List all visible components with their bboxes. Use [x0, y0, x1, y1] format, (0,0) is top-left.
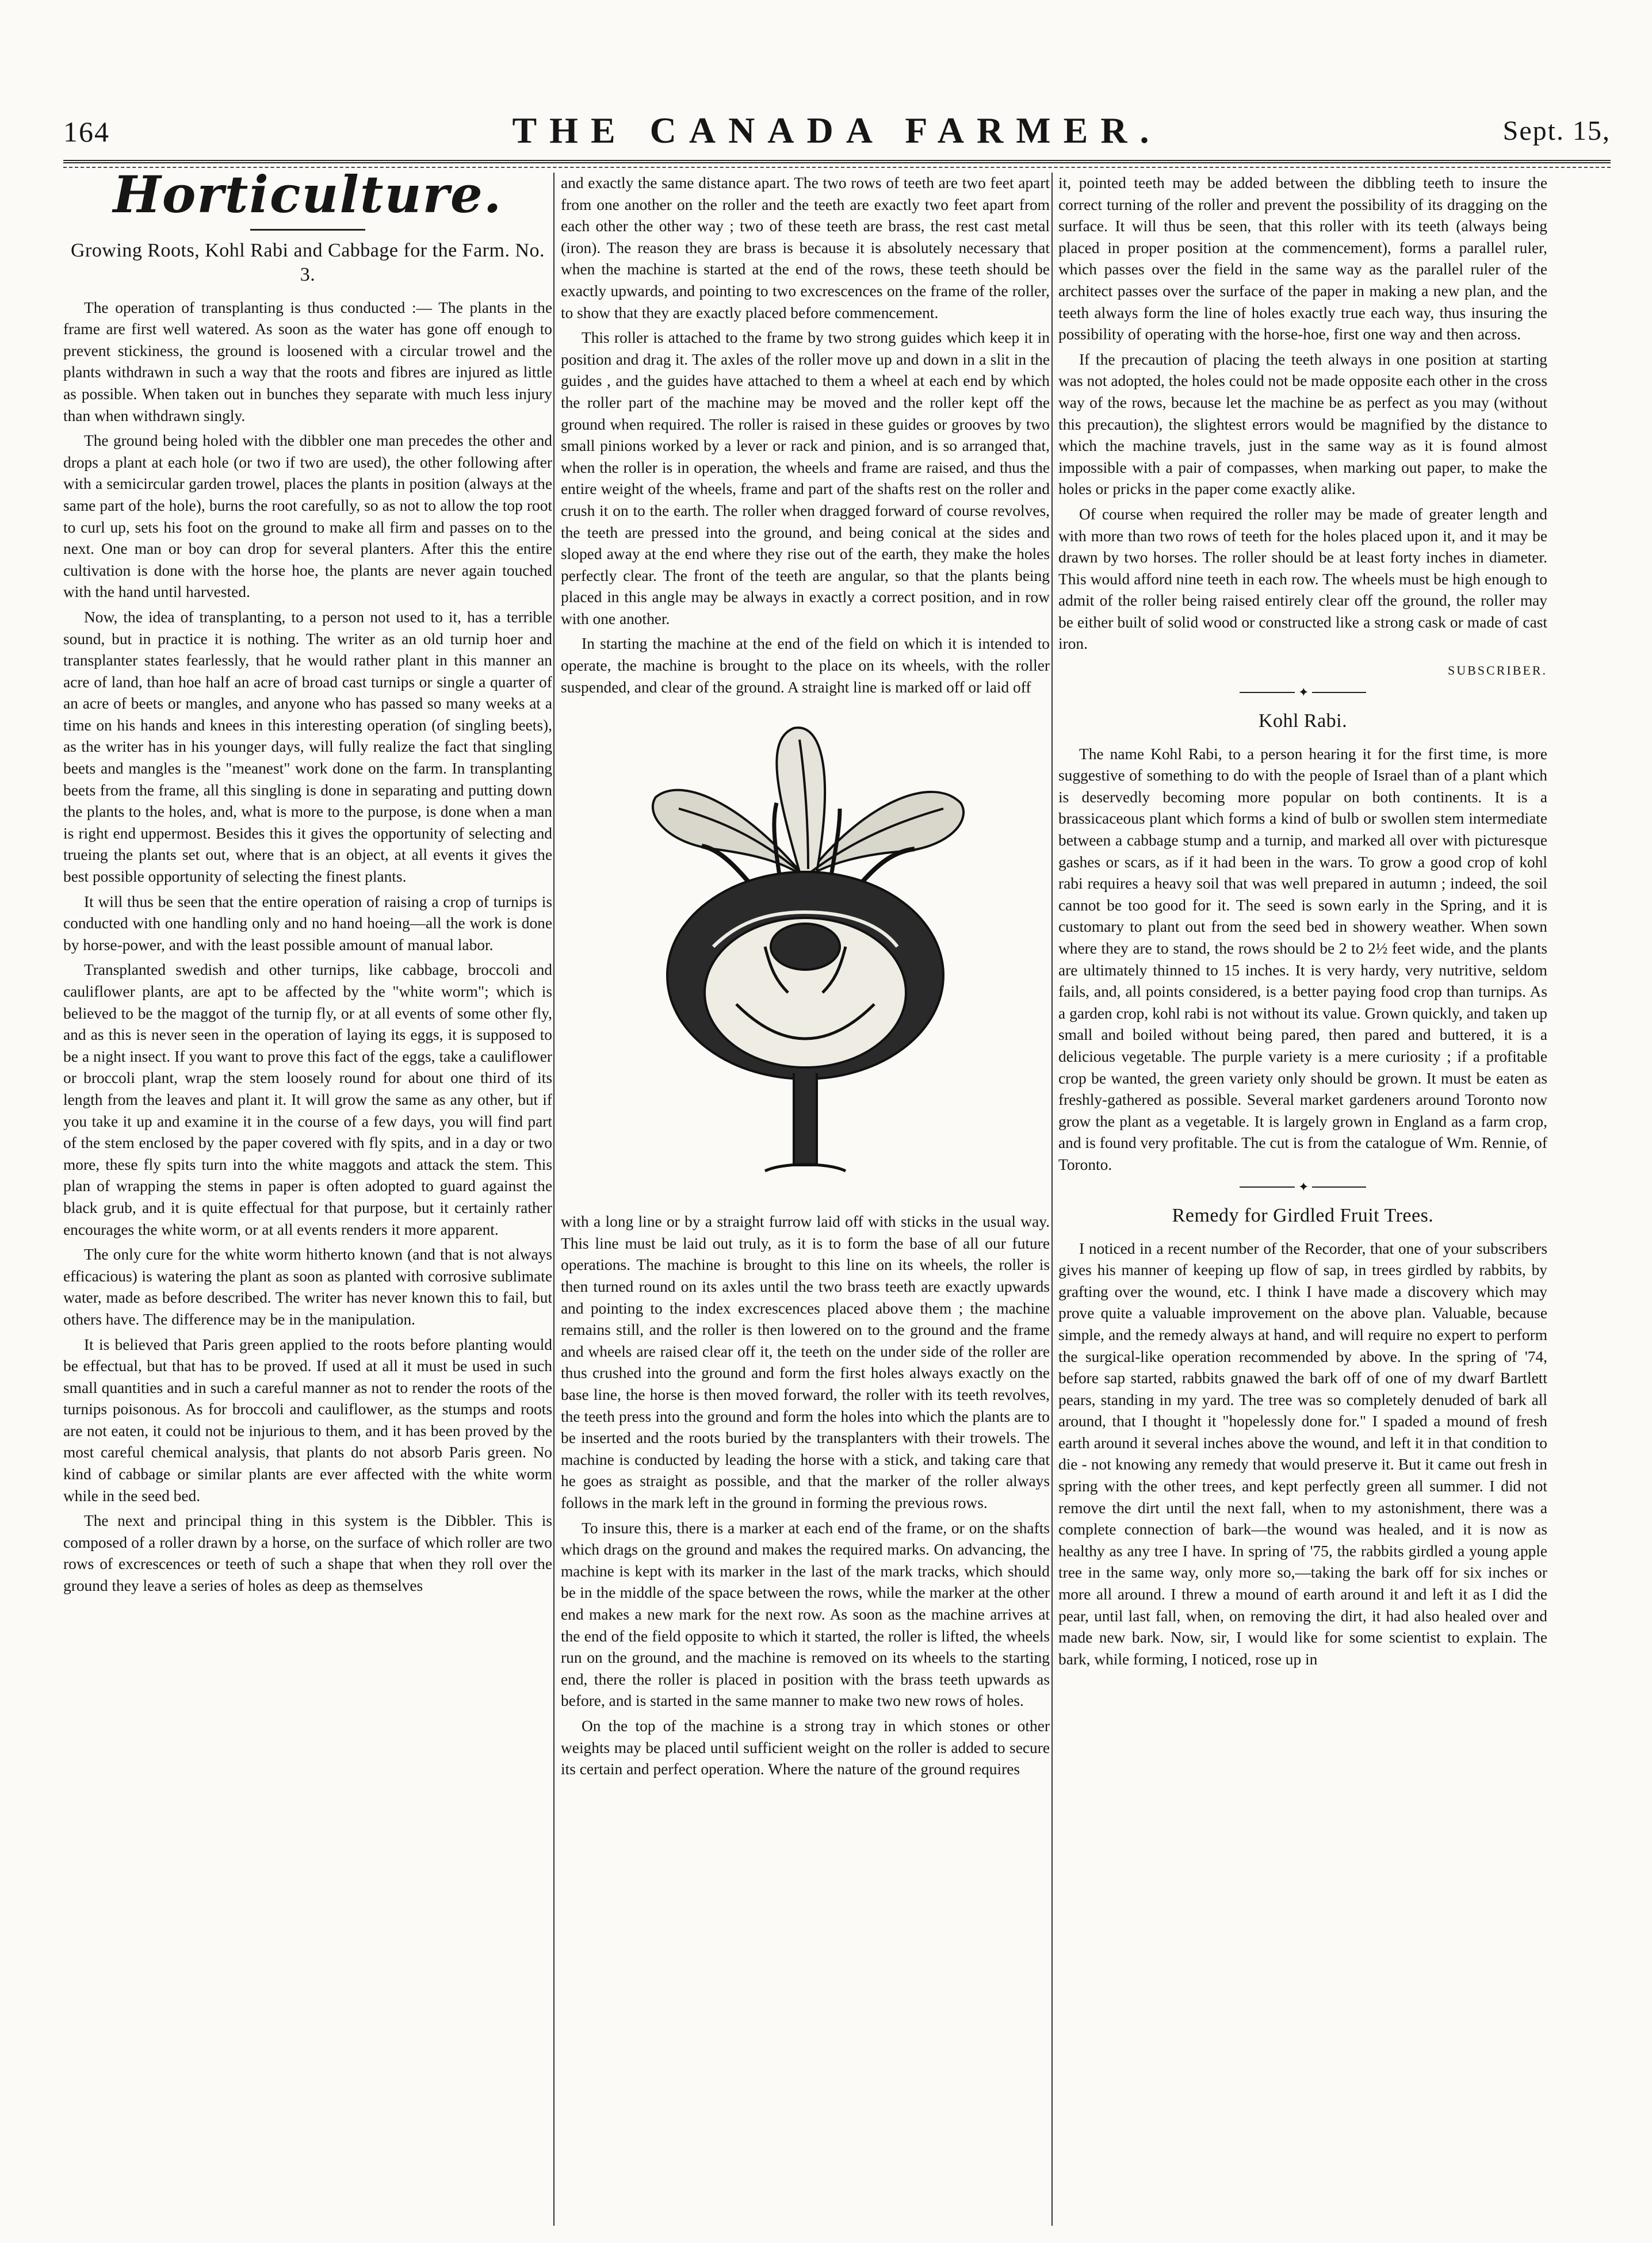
issue-date: Sept. 15, — [1502, 116, 1611, 146]
paragraph: In starting the machine at the end of the field on which it is intended to operate, the machine is brought to the place on its wheels, with the roller suspended, and clear of the ground. A straight line is marked off or laid off — [561, 635, 1050, 696]
paragraph: The operation of transplanting is thus conducted :— The plants in the frame are first well watered. As soon as the water has gone off enough to prevent stickiness, the ground is loosened with a circular trowel and the plants withdrawn in such a way that the roots and fibres are injured as little as possible. When taken out in bunches they separate with much less injury than when withdrawn singly. — [63, 298, 552, 424]
paragraph: To insure this, there is a marker at each end of the frame, or on the shafts which drags on the ground and makes the required marks. On advancing, the machine is kept with its marker in the last of the mark tracks, which should be in the middle of the space between the rows, while the marker at the other end makes a new mark for the next row. As soon as the machine arrives at the end of the field opposite to which it started, the roller is lifted, the wheels run on the ground, and the machine is removed on its wheels to the starting end, there the roller is placed in position with the brass teeth upwards as before, and is started in the same manner to make two new rows of holes. — [561, 1519, 1050, 1710]
paragraph: The next and principal thing in this system is the Dibbler. This is composed of a roller drawn by a horse, on the surface of which roller are two rows of excrescences or teeth of such a shape that when they roll over the ground they leave a series of holes as deep as themselves — [63, 1512, 552, 1595]
paragraph: The ground being holed with the dibbler one man precedes the other and drops a plant at each hole (or two if two are used), the other following after with a semicircular garden trowel, places the plants in position (always at the same part of the hole), burns the root carefully, so as not to allow the top root to curl up, sets his foot on the ground to make all firm and passes on to the next. One man or boy can drop for several planters. After this the entire cultivation is done with the horse hoe, the plants are never again touched with the hand until harvested. — [63, 432, 552, 601]
heading-rule — [250, 229, 365, 231]
paragraph: I noticed in a recent number of the Recorder, that one of your subscribers gives his manner of keeping up flow of sap, in trees girdled by rabbits, by grafting over the wound, etc. I think I have made a discovery which may prove quite a valuable improvement on the above plan. Valuable, because simple, and the remedy always at hand, and will require no expert to perform the surgical-like operation recommended by above. In the spring of '74, before sap started, rabbits gnawed the bark off of one of my dwarf Bartlett pears, standing in my yard. The tree was so completely denuded of bark all around, that I thought it "hopelessly done for." I spaded a mound of fresh earth around it several inches above the wound, and left it in that condition to die - not knowing any remedy that would preserve it. But it came out fresh in spring with the other trees, and kept perfectly green all summer. I did not remove the dirt until the next fall, when to my astonishment, there was a complete connection of bark—the wound was healed, and it is now as healthy as any tree I have. In spring of '75, the rabbits girdled a young apple tree in the same way, only more so,—taking the bark off for six inches or more all around. I threw a mound of earth around it and left it as I did the pear, until last fall, when, on removing the dirt, it had also healed over and made new bark. Now, sir, I would like for some scientist to explain. The bark, while forming, I noticed, rose up in — [1058, 1239, 1547, 1668]
article-title-growing-roots: Growing Roots, Kohl Rabi and Cabbage for the Farm. No. 3. — [71, 239, 545, 285]
section-heading: Horticulture. — [113, 173, 503, 224]
column-3 — [1058, 173, 1547, 2226]
paragraph: it, pointed teeth may be added between the dibbling teeth to insure the correct turning of the roller and prevent the possibility of its dragging on the surface. It will thus be seen, that this roller with its teeth (always being placed in proper position at the commencement), forms a parallel ruler, which passes over the field in the same way as the parallel ruler of the architect passes over the surface of the paper in making a new plan, and the teeth always form the line of holes exactly true each way, thus insuring the possibility of operating with the horse-hoe, first one way and then across. — [1058, 174, 1547, 343]
article-title-remedy: Remedy for Girdled Fruit Trees. — [1172, 1204, 1434, 1226]
paragraph: It is believed that Paris green applied to the roots before planting would be effectual, but that has to be proved. If used at all it must be used in such small quantities and in such a careful manner as not to render the roots of the turnips poisonous. As for broccoli and cauliflower, as the stumps and roots are not eaten, it could not be injurious to them, and it has been proved by the most careful chemical analysis, that plants do not absorb Paris green. No kind of cabbage or similar plants are ever affected with the white worm while in the seed bed. — [63, 1335, 552, 1505]
page-number: 164 — [63, 116, 110, 148]
masthead-rule — [63, 160, 1611, 163]
paragraph: On the top of the machine is a strong tray in which stones or other weights may be placed until sufficient weight on the roller is added to secure its certain and perfect operation. Where the nature of the ground requires — [561, 1717, 1050, 1778]
paragraph: with a long line or by a straight furrow laid off with sticks in the usual way. This line must be laid out truly, as it is to form the base of all our future operations. The machine is brought to this line on its wheels, the roller is then turned round on its axles until the two brass teeth are exactly upwards and pointing to the index excrescences placed above them ; the machine remains still, and the roller is then lowered on to the ground and the frame and wheels are raised clear off it, the teeth on the under side of the roller are thus crushed into the ground and form the first holes always exactly on the base line, the horse is then moved forward, the roller with its teeth revolves, the teeth press into the ground and form the holes into which the plants are to be inserted and the roots buried by the transplanters with their trowels. The machine is conducted by leading the horse with a stick, and taking care that he goes as straight as possible, and that the marker of the roller always follows in the mark left in the ground in forming the previous rows. — [561, 1213, 1050, 1511]
column-2 — [561, 173, 1050, 2226]
paragraph: Of course when required the roller may be made of greater length and with more than two rows of teeth for the holes placed upon it, and it may be drawn by two horses. The roller should be at least forty inches in diameter. This would afford nine teeth in each row. The wheels must be high enough to admit of the roller being raised entirely clear off the ground, the roller may be either built of solid wood or constructed like a strong cask or made of cast iron. — [1058, 505, 1547, 653]
paragraph: The name Kohl Rabi, to a person hearing it for the first time, is more suggestive of something to do with the people of Israel than of a plant which is deservedly becoming more popular on both continents. It is a brassicaceous plant which forms a kind of bulb or swollen stem intermediate between a cabbage stump and a turnip, and marked all over with picturesque gashes or scars, as if it had been in the wars. To grow a good crop of kohl rabi requires a heavy soil that was well prepared in autumn ; indeed, the soil cannot be too good for it. The seed is sown early in the Spring, and it is customary to plant out from the seed bed in showery weather. When sown where they are to stand, the rows should be 2 to 2½ feet wide, and the plants are ultimately thinned to 15 inches. It is very hardy, very nutritive, seldom fails, and, all points considered, is a better paying food crop than turnips. As a garden crop, kohl rabi is not without its value. Grown quickly, and taken up small and boiled without being pared, then pared and buttered, it is a delicious vegetable. The purple variety is a mere curiosity ; if a profitable crop be wanted, the green variety only should be grown. It must be eaten as freshly-gathered as possible. Several market gardeners around Toronto now grow the plant as a vegetable. It is largely grown in England as a farm crop, and is found very profitable. The cut is from the catalogue of Wm. Rennie, of Toronto. — [1058, 745, 1547, 1173]
paragraph: This roller is attached to the frame by two strong guides which keep it in position and drag it. The axles of the roller move up and down in a slit in the guides , and the guides have attached to them a wheel at each end by which the roller part of the machine may be moved and the roller kept off the ground when required. The roller is raised in these guides or grooves by two small pinions worked by a lever or rack and pinion, and is so arranged that, when the roller is in operation, the wheels and frame are raised, and thus the entire weight of the wheels, frame and part of the shafts rest on the roller and crush it on to the earth. The roller when dragged forward of course revolves, the teeth are pressed into the ground, and being conical at the sides and sloped away at the end where they rise out of the earth, they make the holes perfectly clear. The front of the teeth are angular, so that the plants being placed in this angle may be always in exactly a correct position, and in row with one another. — [561, 329, 1050, 627]
paragraph: It will thus be seen that the entire operation of raising a crop of turnips is conducted with one handling only and no hand hoeing—all the work is done by horse-power, and with the least possible amount of manual labor. — [63, 893, 552, 954]
column-1 — [63, 173, 552, 2226]
section-ornament-rule — [1240, 1186, 1366, 1193]
article-title-kohl-rabi: Kohl Rabi. — [1258, 710, 1348, 732]
masthead-dashed-rule — [63, 167, 1611, 168]
column-divider — [553, 173, 555, 2226]
paragraph: The only cure for the white worm hitherto known (and that is not always efficacious) is watering the plant as soon as planted with corrosive sublimate water, made as before described. The writer has never known this to fail, but others have. The difference may be in the manipulation. — [63, 1246, 552, 1328]
kohl-rabi-illustration — [633, 705, 978, 1200]
newspaper-title: THE CANADA FARMER. — [512, 110, 1162, 151]
paragraph: Now, the idea of transplanting, to a person not used to it, has a terrible sound, but in practice it is nothing. The writer as an old turnip hoer and transplanter states fearlessly, that he would rather plant in this manner an acre of land, than hoe half an acre of broad cast turnips or single a quarter of an acre of beets or mangles, and anyone who has passed so many weeks at a time on his hands and knees in this interesting operation (of singling beets), as the writer has in his younger days, will fully realize the fact that singling beets and mangles is the "meanest" work done on the farm. In transplanting beets from the frame, all this singling is done in separating and putting down the plants to the holes, and, what is more to the purpose, is done when a man is right end uppermost. Besides this it gives the opportunity of selecting and trueing the plants set out, where that is an object, at all events it gives the best possible opportunity of selecting the finest plants. — [63, 608, 552, 886]
paragraph: Transplanted swedish and other turnips, like cabbage, broccoli and cauliflower plants, are apt to be affected by the "white worm"; which is believed to be the maggot of the turnip fly, or at all events of some other fly, and as this is never seen in the operation of laying its eggs, it is supposed to be a night insect. If you want to prove this fact of the eggs, take a cauliflower or broccoli plant, wrap the stem loosely round for about one third of its length from the leaves and plant it. It will grow the same as any other, but if you take it up and examine it in the course of a few days, you will find part of the stem enclosed by the paper covered with fly spits, and in a day or two more, these fly spits turn into the white maggots and attack the stem. This plan of wrapping the stems in paper is often adopted to guard against the black grub, and it is quite effectual for that purpose, but it certainly rather encourages the white worm, or at all events renders it more apparent. — [63, 961, 552, 1238]
paragraph: and exactly the same distance apart. The two rows of teeth are two feet apart from one another on the roller and the teeth are exactly two feet apart from each other the other way ; two of these teeth are brass, the rest cast metal (iron). The reason they are brass is because it is absolutely necessary that when the machine is started at the end of the rows, these teeth should be exactly upwards, and pointing to two excrescences on the frame of the roller, to show that they are exactly placed before commencement. — [561, 174, 1050, 321]
column-divider — [1051, 173, 1053, 2226]
section-ornament-rule — [1240, 692, 1366, 699]
signature: SUBSCRIBER. — [1448, 663, 1547, 678]
paragraph: If the precaution of placing the teeth always in one position at starting was not adopted, the holes could not be made opposite each other in the cross way of the rows, because let the machine be as perfect as you may (without this precaution), the slightest errors would be magnified by the distance to which the machine travels, just in the same way as it is found almost impossible with a pair of compasses, when marking out paper, to make the holes or pricks in the paper come exactly alike. — [1058, 350, 1547, 498]
masthead — [63, 109, 1611, 155]
